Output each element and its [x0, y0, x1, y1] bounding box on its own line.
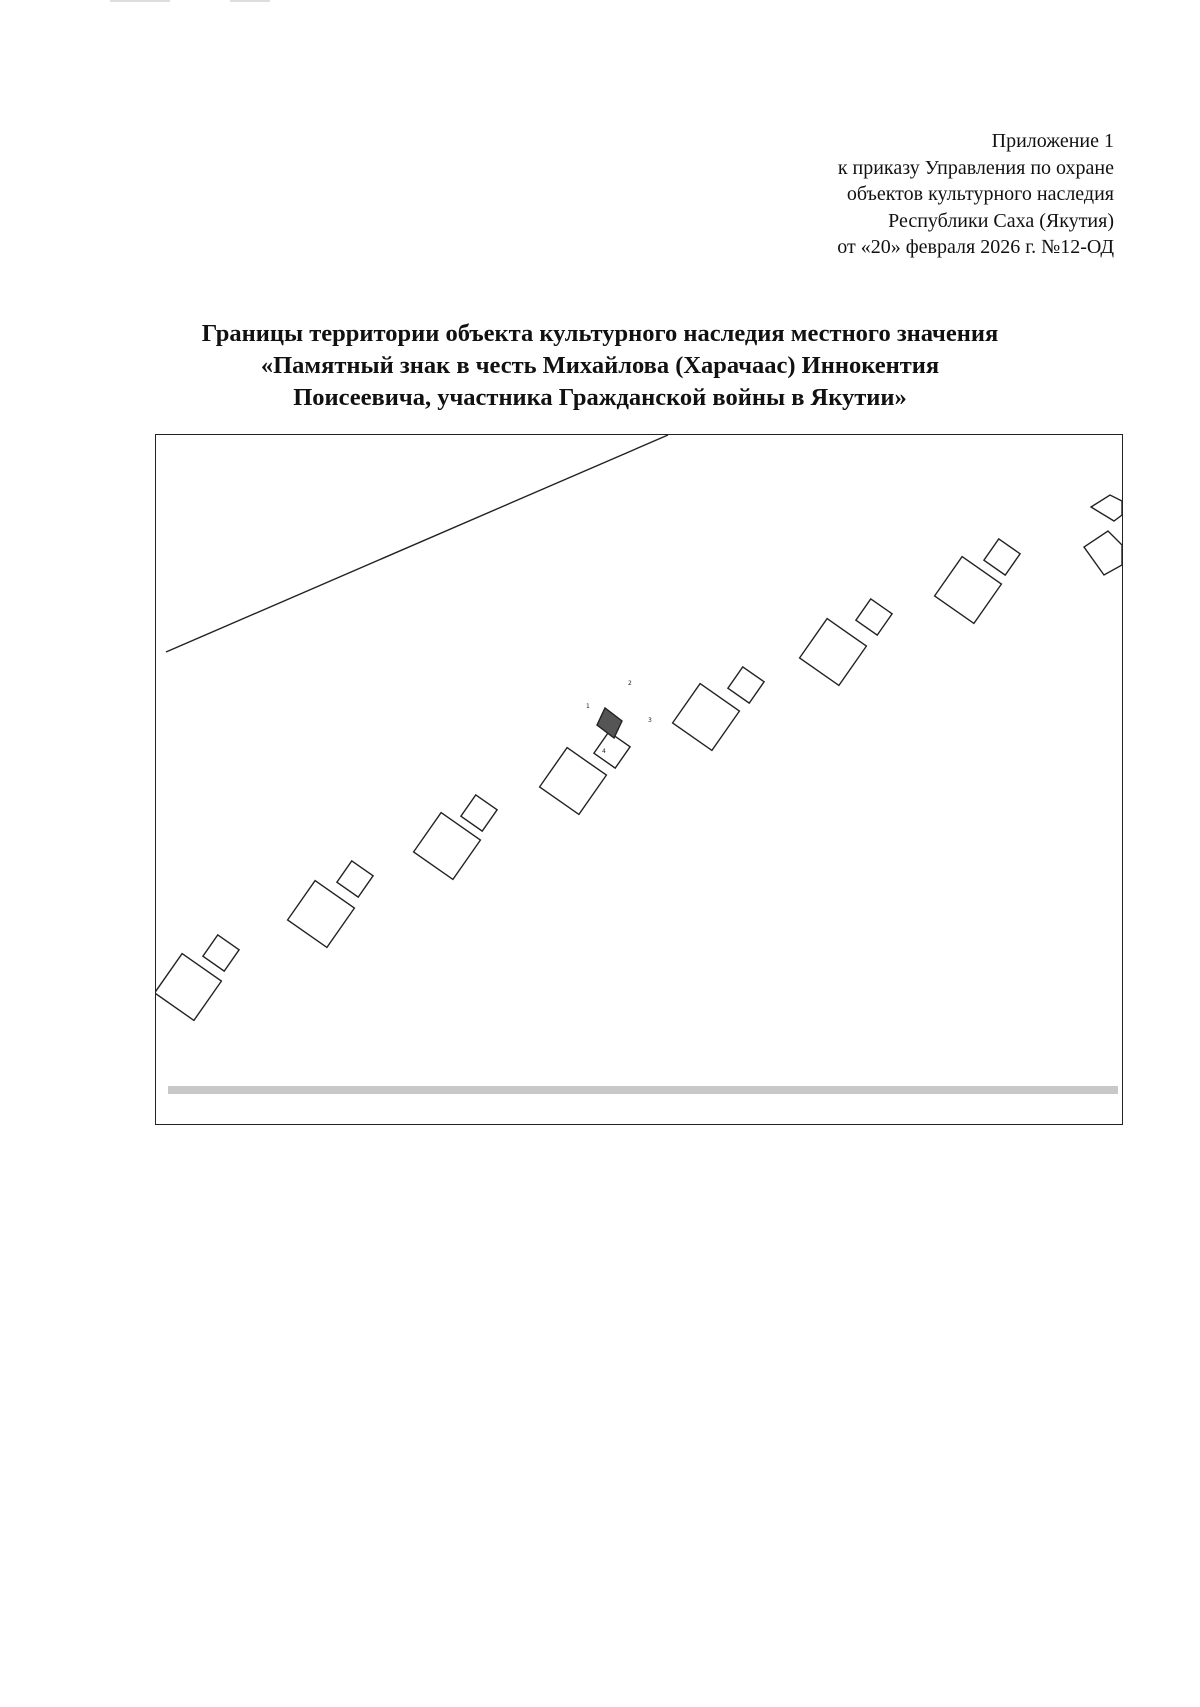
building-outline — [1084, 531, 1122, 575]
building-outline — [935, 557, 1002, 624]
building-outline — [800, 619, 867, 686]
scan-artifact — [230, 0, 270, 2]
boundary-point-label: 3 — [648, 717, 652, 724]
appendix-line: от «20» февраля 2026 г. №12-ОД — [837, 236, 1114, 258]
building-outline — [1091, 495, 1122, 521]
boundary-map — [155, 434, 1123, 1125]
scan-artifact — [110, 0, 170, 2]
map-drawing — [156, 435, 1122, 1124]
title-line: «Памятный знак в честь Михайлова (Харачаас) Иннокентия — [260, 352, 940, 379]
building-outline — [673, 684, 740, 751]
appendix-note — [594, 128, 1114, 261]
building-outline — [728, 667, 764, 703]
boundary-point-label: 4 — [602, 748, 606, 755]
appendix-line: объектов культурного наследия — [846, 183, 1114, 205]
building-outline — [984, 539, 1020, 575]
appendix-line: Республики Саха (Якутия) — [888, 209, 1114, 232]
boundary-point-label: 1 — [586, 703, 590, 710]
building-outline — [337, 861, 373, 897]
building-outline — [288, 881, 355, 948]
boundary-point-label: 2 — [628, 680, 632, 687]
document-title — [110, 318, 1090, 414]
building-outline — [461, 795, 497, 831]
building-outline — [203, 935, 239, 971]
building-outline — [156, 954, 221, 1021]
building-outline — [856, 599, 892, 635]
appendix-line: Приложение 1 — [991, 130, 1114, 152]
road-line — [166, 435, 668, 652]
appendix-line: к приказу Управления по охране — [837, 156, 1114, 179]
building-outline — [540, 748, 607, 815]
monument-territory — [597, 708, 622, 738]
title-line: Поисеевича, участника Гражданской войны в Якутии» — [293, 384, 907, 411]
bottom-band — [168, 1086, 1118, 1094]
title-line: Границы территории объекта культурного наследия местного значения — [201, 320, 999, 347]
